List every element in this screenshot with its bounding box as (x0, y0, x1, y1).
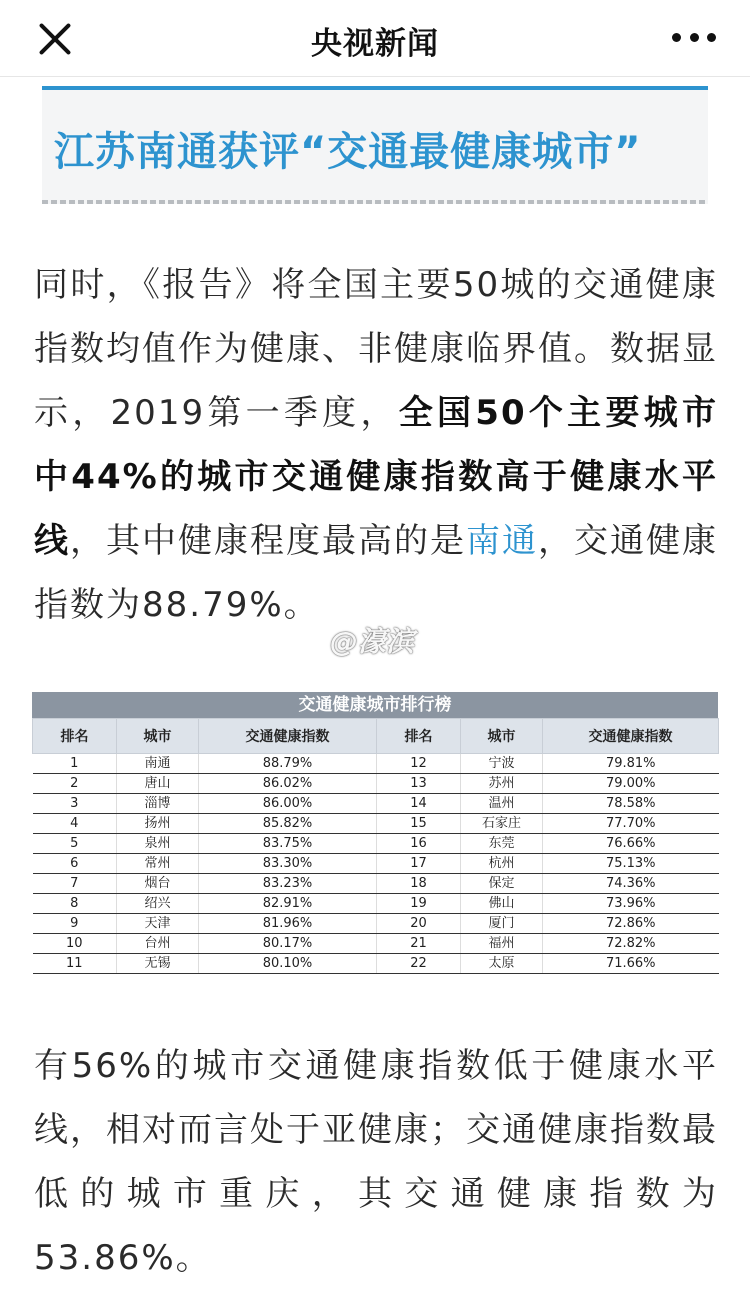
paragraph-text: 同时，《报告》将全国主要50城的交通健康指数均值作为健康、非健康临界值。数据显示，2019第一季度， (34, 265, 718, 433)
table-cell: 宁波 (461, 754, 543, 774)
table-cell: 86.00% (199, 794, 377, 814)
table-row (33, 874, 719, 894)
table-cell: 83.75% (199, 834, 377, 854)
table-cell: 80.10% (199, 954, 377, 974)
table-cell: 2 (33, 774, 117, 794)
city-link[interactable]: 南通 (466, 521, 538, 561)
table-cell: 78.58% (543, 794, 719, 814)
banner-title: 江苏南通获评“交通最健康城市” (54, 129, 642, 175)
table-row (33, 754, 719, 774)
table-cell: 绍兴 (117, 894, 199, 914)
table-cell: 77.70% (543, 814, 719, 834)
table-cell: 88.79% (199, 754, 377, 774)
top-bar (0, 0, 750, 77)
table-cell: 南通 (117, 754, 199, 774)
paragraph-text: ，其中健康程度最高的是 (70, 521, 466, 561)
table-cell: 淄博 (117, 794, 199, 814)
table-cell: 保定 (461, 874, 543, 894)
paragraph-bold-text: 全国50个主要城市中44%的城市交通健康指数高于健康水平线 (34, 393, 718, 561)
page-title: 央视新闻 (311, 26, 439, 62)
table-cell: 72.86% (543, 914, 719, 934)
table-row (33, 774, 719, 794)
table-cell: 6 (33, 854, 117, 874)
table-cell: 73.96% (543, 894, 719, 914)
table-cell: 16 (377, 834, 461, 854)
table-cell: 15 (377, 814, 461, 834)
table-cell: 72.82% (543, 934, 719, 954)
table-cell: 75.13% (543, 854, 719, 874)
table-cell: 86.02% (199, 774, 377, 794)
table-cell: 11 (33, 954, 117, 974)
column-header: 交通健康指数 (543, 719, 719, 754)
table-cell: 天津 (117, 914, 199, 934)
article-paragraph-2: 有56%的城市交通健康指数低于健康水平线，相对而言处于亚健康；交通健康指数最低的城市重庆，其交通健康指数为53.86%。 (34, 1046, 718, 1278)
ranking-table-image (32, 692, 718, 974)
table-cell: 4 (33, 814, 117, 834)
table-row (33, 814, 719, 834)
ranking-table (32, 718, 719, 974)
table-cell: 苏州 (461, 774, 543, 794)
table-cell: 扬州 (117, 814, 199, 834)
column-header: 排名 (33, 719, 117, 754)
table-cell: 福州 (461, 934, 543, 954)
article-banner (42, 86, 708, 204)
table-cell: 5 (33, 834, 117, 854)
table-cell: 1 (33, 754, 117, 774)
table-caption: 交通健康城市排行榜 (32, 692, 718, 718)
table-cell: 14 (377, 794, 461, 814)
column-header: 排名 (377, 719, 461, 754)
paragraph-text: ，交通健康指数为88.79%。 (34, 521, 718, 625)
column-header: 交通健康指数 (199, 719, 377, 754)
banner-bottom-line (42, 200, 708, 204)
banner-top-line (42, 86, 708, 90)
table-cell: 太原 (461, 954, 543, 974)
table-cell: 71.66% (543, 954, 719, 974)
table-cell: 10 (33, 934, 117, 954)
table-cell: 74.36% (543, 874, 719, 894)
table-cell: 常州 (117, 854, 199, 874)
table-cell: 12 (377, 754, 461, 774)
table-cell: 台州 (117, 934, 199, 954)
column-header: 城市 (117, 719, 199, 754)
table-cell: 东莞 (461, 834, 543, 854)
watermark: @濠滨 (330, 625, 415, 658)
table-cell: 85.82% (199, 814, 377, 834)
table-cell: 石家庄 (461, 814, 543, 834)
table-cell: 13 (377, 774, 461, 794)
table-cell: 无锡 (117, 954, 199, 974)
article-paragraph-1 (34, 253, 718, 637)
table-cell: 21 (377, 934, 461, 954)
table-cell: 22 (377, 954, 461, 974)
table-cell: 17 (377, 854, 461, 874)
table-cell: 厦门 (461, 914, 543, 934)
table-cell: 83.23% (199, 874, 377, 894)
table-cell: 83.30% (199, 854, 377, 874)
table-row (33, 834, 719, 854)
more-options-icon[interactable] (672, 30, 716, 44)
table-cell: 81.96% (199, 914, 377, 934)
table-cell: 79.81% (543, 754, 719, 774)
table-row (33, 934, 719, 954)
table-cell: 82.91% (199, 894, 377, 914)
table-cell: 唐山 (117, 774, 199, 794)
table-row (33, 794, 719, 814)
table-header-row (33, 719, 719, 754)
table-cell: 7 (33, 874, 117, 894)
table-cell: 烟台 (117, 874, 199, 894)
table-cell: 79.00% (543, 774, 719, 794)
table-cell: 8 (33, 894, 117, 914)
table-cell: 杭州 (461, 854, 543, 874)
table-row (33, 914, 719, 934)
table-cell: 3 (33, 794, 117, 814)
table-cell: 佛山 (461, 894, 543, 914)
table-cell: 20 (377, 914, 461, 934)
table-row (33, 954, 719, 974)
table-cell: 19 (377, 894, 461, 914)
table-cell: 9 (33, 914, 117, 934)
column-header: 城市 (461, 719, 543, 754)
table-cell: 温州 (461, 794, 543, 814)
table-cell: 76.66% (543, 834, 719, 854)
table-row (33, 854, 719, 874)
table-cell: 泉州 (117, 834, 199, 854)
table-cell: 80.17% (199, 934, 377, 954)
table-row (33, 894, 719, 914)
table-cell: 18 (377, 874, 461, 894)
